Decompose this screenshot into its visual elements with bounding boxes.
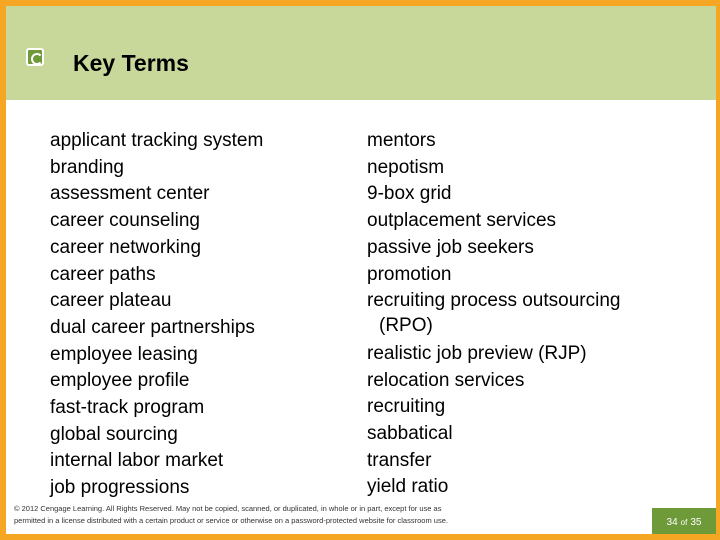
page-total: 35 bbox=[690, 516, 702, 528]
list-item: assessment center bbox=[50, 183, 210, 205]
list-item: mentors bbox=[367, 130, 436, 151]
list-item: career paths bbox=[50, 263, 156, 285]
list-item-text: recruiting process outsourcing bbox=[367, 290, 621, 312]
list-item: global sourcing bbox=[50, 423, 178, 445]
list-item: career networking bbox=[50, 236, 202, 258]
list-item: branding bbox=[50, 156, 124, 178]
list-item: yield ratio bbox=[367, 476, 449, 498]
list-item: 9-box grid bbox=[367, 183, 452, 205]
list-item: nepotism bbox=[367, 156, 445, 178]
list-item: job progressions bbox=[50, 477, 190, 499]
list-item: career plateau bbox=[50, 290, 172, 312]
list-item: recruiting bbox=[367, 396, 446, 418]
list-item: promotion bbox=[367, 263, 452, 285]
right-terms-list bbox=[367, 128, 620, 501]
list-item: outplacement services bbox=[367, 210, 557, 232]
slide-header bbox=[6, 6, 716, 103]
page-number-badge bbox=[652, 508, 716, 536]
list-item: employee profile bbox=[50, 370, 190, 392]
list-item: internal labor market bbox=[50, 450, 224, 472]
list-item bbox=[367, 288, 620, 337]
list-item: employee leasing bbox=[50, 343, 198, 365]
copyright-line: permitted in a license distributed with a certain product or service or otherwise on a password-protected website for classroom use. bbox=[14, 516, 448, 525]
list-item: passive job seekers bbox=[367, 236, 534, 258]
slide-title: Key Terms bbox=[73, 50, 189, 76]
page-current: 34 bbox=[666, 516, 678, 528]
copyright-line: © 2012 Cengage Learning. All Rights Reserved. May not be copied, scanned, or duplicated, in whole or in part, except for use as bbox=[14, 504, 442, 513]
copyright-notice bbox=[14, 503, 574, 527]
list-item: applicant tracking system bbox=[50, 130, 264, 151]
list-item: transfer bbox=[367, 449, 432, 471]
list-item: realistic job preview (RJP) bbox=[367, 342, 587, 364]
list-item: sabbatical bbox=[367, 423, 453, 445]
list-item-continuation: (RPO) bbox=[379, 314, 433, 336]
list-item: fast-track program bbox=[50, 397, 205, 419]
page-of: of bbox=[680, 517, 688, 527]
slide-bullet-icon bbox=[26, 48, 44, 66]
footer-bar bbox=[0, 534, 720, 540]
list-item: relocation services bbox=[367, 369, 525, 391]
list-item: career counseling bbox=[50, 210, 200, 232]
list-item: dual career partnerships bbox=[50, 316, 255, 338]
left-terms-list bbox=[50, 128, 263, 502]
